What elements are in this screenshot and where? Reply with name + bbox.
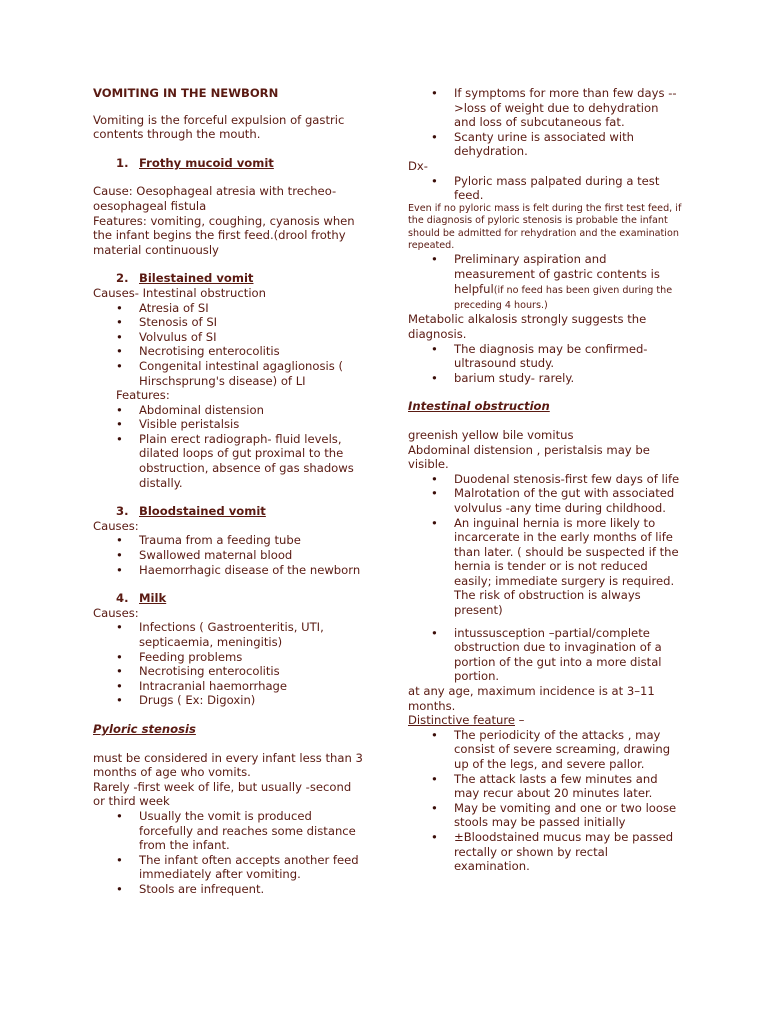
list-item: • Congenital intestinal agaglionosis ( Hirschsprung's disease) of LI <box>93 359 365 388</box>
list-item: • If symptoms for more than few days -->loss of weight due to dehydration and loss of subcutaneous fat. <box>408 86 683 130</box>
list-item: • The diagnosis may be confirmed-ultrasound study. <box>408 342 683 371</box>
list-item: • May be vomiting and one or two loose stools may be passed initially <box>408 801 683 830</box>
bilestained-features-label: Features: <box>116 388 170 403</box>
list-item: • Visible peristalsis <box>93 417 365 432</box>
frothy-cause: Cause: Oesophageal atresia with trecheo-oesophageal fistula <box>93 184 337 213</box>
list-item: • Plain erect radiograph- fluid levels, dilated loops of gut proximal to the obstruction, absence of gas shadows distally. <box>93 432 365 490</box>
list-item: • Preliminary aspiration and measurement of gastric contents is helpful(if no feed has been given during the preceding 4 hours.) <box>408 252 683 312</box>
dx-list <box>408 174 683 203</box>
list-item: • Stenosis of SI <box>93 315 365 330</box>
list-item: • Trauma from a feeding tube <box>93 533 365 548</box>
list-item: • barium study- rarely. <box>408 371 683 386</box>
list-item: • Drugs ( Ex: Digoxin) <box>93 693 365 708</box>
distinctive-list <box>408 728 683 874</box>
list-item: • Duodenal stenosis-first few days of life <box>408 472 683 487</box>
bilestained-feature-list <box>93 403 365 491</box>
list-item: • Necrotising enterocolitis <box>93 664 365 679</box>
milk-causes: Causes: <box>93 605 139 620</box>
bilestained-causes: Causes- Intestinal obstruction <box>93 285 266 300</box>
bloodstained-causes: Causes: <box>93 518 139 533</box>
list-item: • The attack lasts a few minutes and may recur about 20 minutes later. <box>408 772 683 801</box>
section-heading-bilestained: 2. Bilestained vomit <box>116 271 254 286</box>
document-title: VOMITING IN THE NEWBORN <box>93 86 279 100</box>
list-item: • Scanty urine is associated with dehydration. <box>408 130 683 159</box>
milk-list <box>93 620 365 708</box>
list-item: • Pyloric mass palpated during a test feed. <box>408 174 683 203</box>
list-item: • Necrotising enterocolitis <box>93 344 365 359</box>
io-paragraph-1: greenish yellow bile vomitus <box>408 427 574 442</box>
section-heading-milk: 4. Milk <box>116 591 167 606</box>
list-item: • Intracranial haemorrhage <box>93 679 365 694</box>
list-item: • Feeding problems <box>93 650 365 665</box>
list-item: • Stools are infrequent. <box>93 882 365 897</box>
intussusception-list <box>408 626 683 684</box>
list-item: • Volvulus of SI <box>93 330 365 345</box>
list-item: • Infections ( Gastroenteritis, UTI, septicaemia, meningitis) <box>93 620 365 649</box>
list-item: • Malrotation of the gut with associated volvulus -any time during childhood. <box>408 486 683 515</box>
pyloric-paragraph-2: Rarely -first week of life, but usually -second or third week <box>93 779 352 809</box>
frothy-features: Features: vomiting, coughing, cyanosis when the infant begins the first feed.(drool frothy material continuously <box>93 213 355 257</box>
list-item: • intussusception –partial/complete obstruction due to invagination of a portion of the gut into a more distal portion. <box>408 626 683 684</box>
section-heading-pyloric-stenosis: Pyloric stenosis <box>93 721 196 736</box>
bilestained-cause-list <box>93 301 365 389</box>
confirm-list <box>408 342 683 386</box>
list-item: • Swallowed maternal blood <box>93 548 365 563</box>
distinctive-feature-label: Distinctive feature – <box>408 713 525 728</box>
age-paragraph: at any age, maximum incidence is at 3–11 months. <box>408 684 655 713</box>
bloodstained-list <box>93 533 365 577</box>
left-column <box>93 86 365 897</box>
section-heading-intestinal-obstruction: Intestinal obstruction <box>408 399 550 414</box>
list-item: • Usually the vomit is produced forcefully and reaches some distance from the infant. <box>93 809 365 853</box>
list-item: • ±Bloodstained mucus may be passed rectally or shown by rectal examination. <box>408 830 683 874</box>
aspiration-list <box>408 252 683 312</box>
list-item: • An inguinal hernia is more likely to incarcerate in the early months of life than later. ( should be suspected if the hernia is tender or is not reduced easily; immediate surgery is required. The risk of obstruction is always present) <box>408 516 683 618</box>
pyloric-paragraph-1: must be considered in every infant less than 3 months of age who vomits. <box>93 750 363 780</box>
pyloric-list <box>93 809 365 897</box>
list-item: • Atresia of SI <box>93 301 365 316</box>
list-item: • Abdominal distension <box>93 403 365 418</box>
section-heading-frothy: 1. Frothy mucoid vomit <box>116 155 274 170</box>
list-item: • Haemorrhagic disease of the newborn <box>93 563 365 578</box>
list-item: • The infant often accepts another feed immediately after vomiting. <box>93 853 365 882</box>
dx-label: Dx- <box>408 158 428 173</box>
list-item: • The periodicity of the attacks , may consist of severe screaming, drawing up of the legs, and severe pallor. <box>408 728 683 772</box>
alkalosis-paragraph: Metabolic alkalosis strongly suggests the diagnosis. <box>408 312 647 341</box>
section-heading-bloodstained: 3. Bloodstained vomit <box>116 504 266 519</box>
right-column <box>408 86 683 874</box>
note-paragraph: Even if no pyloric mass is felt during the first test feed, if the diagnosis of pyloric stenosis is probable the infant should be admitted for rehydration and the examination repeated. <box>408 202 682 251</box>
io-list <box>408 472 683 618</box>
dehydration-list <box>408 86 683 159</box>
io-paragraph-2: Abdominal distension , peristalsis may be visible. <box>408 442 650 472</box>
intro-paragraph: Vomiting is the forceful expulsion of gastric contents through the mouth. <box>93 112 345 142</box>
